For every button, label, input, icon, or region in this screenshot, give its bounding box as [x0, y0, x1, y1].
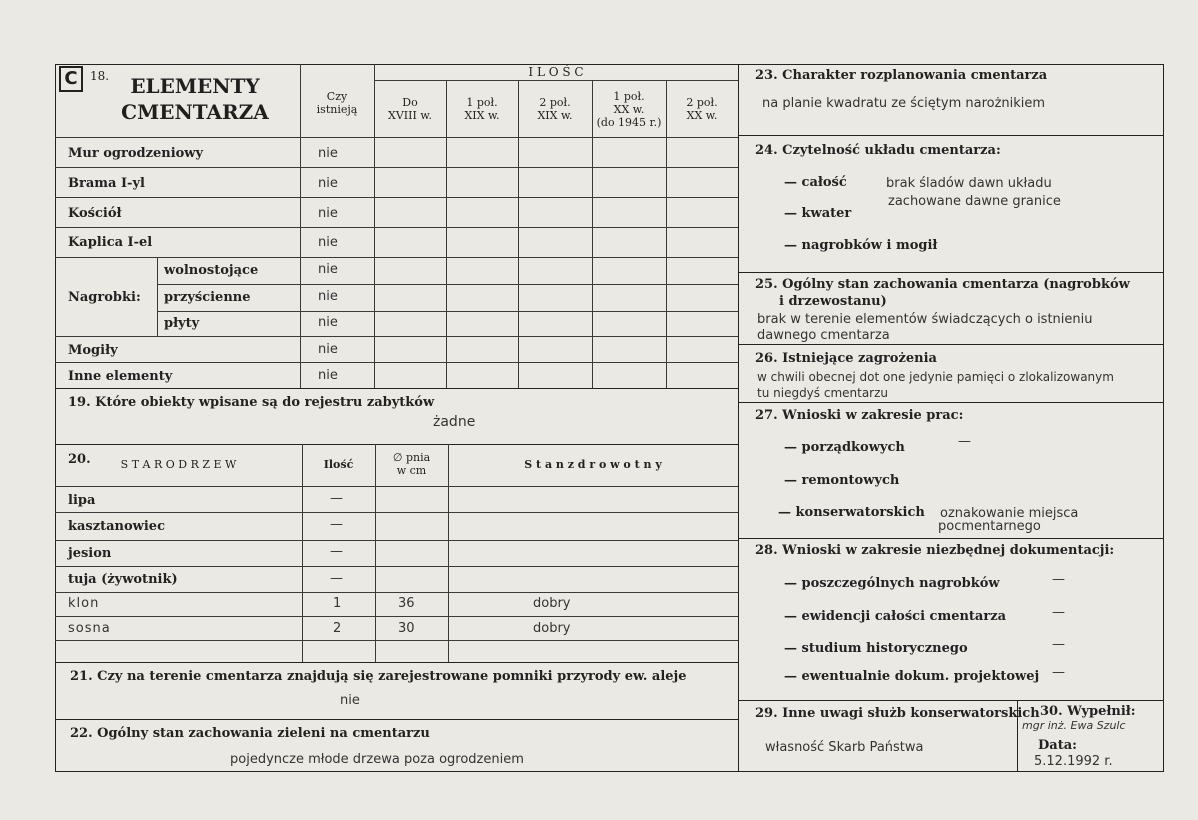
section-21-value: nie: [340, 693, 360, 708]
period-4-line1: 1 poł.: [613, 90, 645, 103]
tree-name-jesion: jesion: [68, 546, 112, 561]
period-4-line3: (do 1945 r.): [596, 116, 662, 129]
section-19-value: żadne: [433, 414, 476, 430]
tree-name-lipa: lipa: [68, 493, 96, 508]
column-header-diameter-line1: ∅ pnia: [392, 451, 431, 464]
row-label-mur: Mur ogrodzeniowy: [68, 146, 204, 161]
row-label-mogily: Mogiły: [68, 343, 118, 358]
section-24-label: 24. Czytelność układu cmentarza:: [755, 143, 1001, 158]
row-value-kosciol: nie: [318, 206, 338, 221]
filled-by-name: mgr inż. Ewa Szulc: [1022, 719, 1126, 732]
date-value: 5.12.1992 r.: [1034, 754, 1113, 769]
docs-project-value: —: [1052, 665, 1065, 680]
tree-name-sosna: sosna: [68, 621, 111, 636]
period-2-line1: 1 poł.: [466, 96, 498, 109]
section-26-label: 26. Istniejące zagrożenia: [755, 351, 937, 366]
period-header-4: [592, 90, 666, 129]
column-header-qty: Ilość: [323, 458, 354, 471]
readability-graves-label: — nagrobków i mogił: [784, 238, 938, 253]
nagrobki-label: Nagrobki:: [68, 290, 141, 305]
tree-diam-sosna: 30: [398, 621, 415, 636]
column-header-diameter-line2: w cm: [396, 464, 427, 477]
section-23-value: na planie kwadratu ze ściętym narożnikiem: [762, 96, 1046, 111]
section-25-label-line2: i drzewostanu): [779, 294, 887, 309]
row-value-inne: nie: [318, 368, 338, 383]
period-header-5: [666, 96, 738, 122]
row-value-wolnostojace: nie: [318, 262, 338, 277]
tree-qty-jesion: —: [330, 544, 343, 559]
docs-whole-value: —: [1052, 605, 1065, 620]
row-value-kaplica: nie: [318, 235, 338, 250]
column-header-health: S t a n z d r o w o t n y: [524, 458, 662, 471]
column-header-exists-line1: Czy: [326, 90, 348, 103]
section-21-label: 21. Czy na terenie cmentarza znajdują się zarejestrowane pomniki przyrody ew. aleje: [70, 669, 687, 684]
readability-note-1: brak śladów dawn układu: [886, 176, 1052, 191]
readability-whole-label: — całość: [784, 175, 847, 190]
section-22-label: 22. Ogólny stan zachowania zieleni na cmentarzu: [70, 726, 430, 741]
section-26-value-line2: tu niegdyś cmentarzu: [757, 386, 889, 400]
tree-name-kasztanowiec: kasztanowiec: [68, 519, 165, 534]
section-22-value: pojedyncze młode drzewa poza ogrodzeniem: [230, 752, 524, 767]
tree-qty-kasztanowiec: —: [330, 517, 343, 532]
row-label-wolnostojace: wolnostojące: [164, 263, 259, 278]
date-label: Data:: [1038, 738, 1077, 753]
section-20-number: 20.: [68, 452, 91, 467]
period-3-line2: XIX w.: [537, 109, 573, 122]
tree-qty-sosna: 2: [333, 621, 342, 636]
column-header-diameter: [375, 451, 448, 477]
row-value-przyscienne: nie: [318, 289, 338, 304]
tree-name-tuja: tuja (żywotnik): [68, 572, 178, 587]
period-2-line2: XIX w.: [464, 109, 500, 122]
works-renovation-label: — remontowych: [784, 473, 900, 488]
docs-whole-label: — ewidencji całości cmentarza: [784, 609, 1007, 624]
row-value-mogily: nie: [318, 342, 338, 357]
section-20-title: S T A R O D R Z E W: [120, 458, 237, 471]
row-value-mur: nie: [318, 146, 338, 161]
works-conservation-label: — konserwatorskich: [778, 505, 925, 520]
section-25-label-line1: 25. Ogólny stan zachowania cmentarza (nagrobków: [755, 277, 1130, 292]
docs-graves-label: — poszczególnych nagrobków: [784, 576, 1000, 591]
tree-health-sosna: dobry: [533, 621, 571, 636]
row-value-brama: nie: [318, 176, 338, 191]
period-5-line1: 2 poł.: [686, 96, 718, 109]
period-5-line2: XX w.: [686, 109, 718, 122]
row-label-brama: Brama I-yl: [68, 176, 145, 191]
section-25-value-line2: dawnego cmentarza: [757, 328, 890, 343]
works-conservation-note-1: oznakowanie miejsca: [940, 506, 1079, 521]
section-23-label: 23. Charakter rozplanowania cmentarza: [755, 68, 1048, 83]
section-30-label: 30. Wypełnił:: [1040, 704, 1136, 719]
period-header-1: [374, 96, 446, 122]
column-header-exists: [300, 90, 374, 116]
row-label-przyscienne: przyścienne: [164, 290, 251, 305]
section-29-value: własność Skarb Państwa: [765, 740, 924, 755]
tree-qty-tuja: —: [330, 571, 343, 586]
ilosc-header: I L O Ś C: [528, 65, 584, 79]
section-26-value-line1: w chwili obecnej dot one jedynie pamięci o zlokalizowanym: [757, 370, 1114, 384]
period-header-3: [518, 96, 592, 122]
readability-quarters-label: — kwater: [784, 206, 852, 221]
period-header-2: [446, 96, 518, 122]
section-number: 18.: [90, 69, 110, 83]
tree-qty-lipa: —: [330, 491, 343, 506]
works-cleanup-label: — porządkowych: [784, 440, 905, 455]
row-label-inne: Inne elementy: [68, 369, 173, 384]
readability-note-2: zachowane dawne granice: [888, 194, 1061, 209]
section-28-label: 28. Wnioski w zakresie niezbędnej dokumentacji:: [755, 543, 1115, 558]
row-label-plyty: płyty: [164, 316, 200, 331]
docs-project-label: — ewentualnie dokum. projektowej: [784, 669, 1040, 684]
tree-qty-klon: 1: [333, 596, 342, 611]
section-title-line2: CMENTARZA: [121, 100, 269, 124]
section-29-label: 29. Inne uwagi służb konserwatorskich: [755, 706, 1040, 721]
works-cleanup-value: —: [958, 434, 971, 449]
period-1-line1: Do: [402, 96, 418, 109]
tree-name-klon: klon: [68, 596, 100, 611]
column-header-exists-line2: istnieją: [316, 103, 358, 116]
docs-history-label: — studium historycznego: [784, 641, 968, 656]
row-label-kosciol: Kościół: [68, 206, 122, 221]
section-27-label: 27. Wnioski w zakresie prac:: [755, 408, 964, 423]
tree-health-klon: dobry: [533, 596, 571, 611]
section-19-label: 19. Które obiekty wpisane są do rejestru zabytków: [68, 395, 435, 410]
period-1-line2: XVIII w.: [388, 109, 432, 122]
docs-graves-value: —: [1052, 572, 1065, 587]
row-value-plyty: nie: [318, 315, 338, 330]
form-badge: [59, 66, 83, 92]
period-4-line2: XX w.: [613, 103, 645, 116]
docs-history-value: —: [1052, 637, 1065, 652]
section-25-value-line1: brak w terenie elementów świadczących o istnieniu: [757, 312, 1093, 327]
works-conservation-note-2: pocmentarnego: [938, 519, 1041, 534]
row-label-kaplica: Kaplica I-el: [68, 235, 153, 250]
section-title-line1: ELEMENTY: [130, 74, 260, 98]
form-badge-letter: C: [64, 68, 78, 89]
period-3-line1: 2 poł.: [539, 96, 571, 109]
tree-diam-klon: 36: [398, 596, 415, 611]
